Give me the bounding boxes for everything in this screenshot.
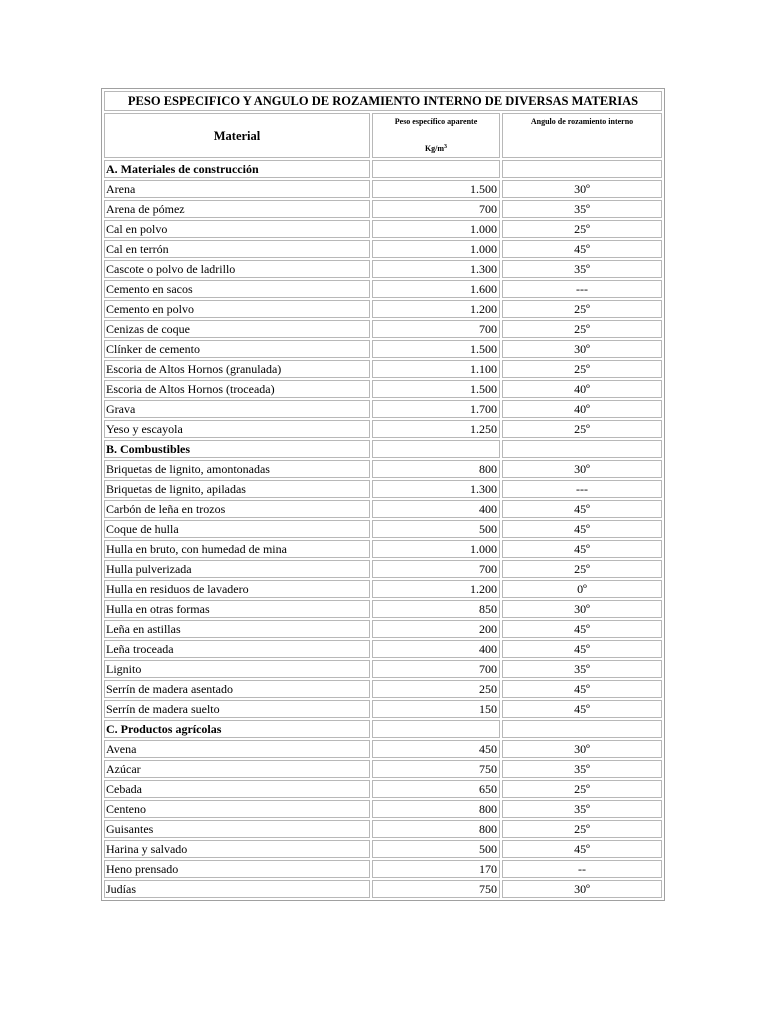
material-cell: Cal en terrón [104, 240, 370, 258]
table-row [104, 400, 662, 418]
material-cell: Escoria de Altos Hornos (granulada) [104, 360, 370, 378]
material-cell: Serrín de madera suelto [104, 700, 370, 718]
section-row [104, 160, 662, 178]
table-row [104, 680, 662, 698]
weight-cell: 500 [372, 840, 500, 858]
weight-cell: 1.000 [372, 240, 500, 258]
table-row [104, 380, 662, 398]
table-row [104, 180, 662, 198]
material-cell: Cal en polvo [104, 220, 370, 238]
material-cell: Hulla en residuos de lavadero [104, 580, 370, 598]
material-cell: Hulla en bruto, con humedad de mina [104, 540, 370, 558]
section-row [104, 720, 662, 738]
material-cell: Leña troceada [104, 640, 370, 658]
angle-cell: 25º [502, 300, 662, 318]
weight-cell: 1.700 [372, 400, 500, 418]
table-row [104, 200, 662, 218]
angle-cell: 40º [502, 380, 662, 398]
material-cell: Serrín de madera asentado [104, 680, 370, 698]
title-row [104, 91, 662, 111]
angle-cell: 25º [502, 780, 662, 798]
weight-cell: 1.200 [372, 300, 500, 318]
weight-cell: 1.000 [372, 540, 500, 558]
table-row [104, 740, 662, 758]
material-cell: Azúcar [104, 760, 370, 778]
material-cell: Coque de hulla [104, 520, 370, 538]
table-row [104, 500, 662, 518]
material-cell: Cemento en polvo [104, 300, 370, 318]
angle-cell: --- [502, 280, 662, 298]
table-row [104, 820, 662, 838]
table-row [104, 860, 662, 878]
material-header: Material [104, 113, 370, 158]
material-cell: Hulla pulverizada [104, 560, 370, 578]
material-cell: Cemento en sacos [104, 280, 370, 298]
section-title: B. Combustibles [104, 440, 370, 458]
material-cell: Briquetas de lignito, amontonadas [104, 460, 370, 478]
weight-cell: 1.000 [372, 220, 500, 238]
angle-cell: 45º [502, 540, 662, 558]
material-cell: Arena de pómez [104, 200, 370, 218]
material-cell: Briquetas de lignito, apiladas [104, 480, 370, 498]
table-row [104, 420, 662, 438]
angle-cell: 35º [502, 200, 662, 218]
weight-cell: 1.300 [372, 480, 500, 498]
table-row [104, 640, 662, 658]
materials-table [101, 88, 665, 901]
angle-cell: 30º [502, 180, 662, 198]
angle-cell: 30º [502, 740, 662, 758]
weight-cell: 400 [372, 640, 500, 658]
material-cell: Avena [104, 740, 370, 758]
weight-cell: 170 [372, 860, 500, 878]
angle-cell: 30º [502, 460, 662, 478]
table-row [104, 560, 662, 578]
table-row [104, 700, 662, 718]
material-cell: Judías [104, 880, 370, 898]
table-row [104, 620, 662, 638]
table-title: PESO ESPECIFICO Y ANGULO DE ROZAMIENTO INTERNO DE DIVERSAS MATERIAS [104, 91, 662, 111]
material-cell: Guisantes [104, 820, 370, 838]
angle-cell: 35º [502, 260, 662, 278]
table-row [104, 360, 662, 378]
angle-cell: 25º [502, 820, 662, 838]
weight-cell: 850 [372, 600, 500, 618]
table-row [104, 540, 662, 558]
angle-header: Angulo de rozamiento interno [502, 113, 662, 158]
angle-cell: 45º [502, 680, 662, 698]
angle-cell: 45º [502, 620, 662, 638]
table-row [104, 660, 662, 678]
table-row [104, 240, 662, 258]
angle-cell: 35º [502, 760, 662, 778]
weight-cell: 1.250 [372, 420, 500, 438]
angle-cell: --- [502, 480, 662, 498]
material-cell: Cascote o polvo de ladrillo [104, 260, 370, 278]
weight-cell: 250 [372, 680, 500, 698]
weight-header-label: Peso específico aparente [394, 117, 478, 126]
material-cell: Leña en astillas [104, 620, 370, 638]
table-row [104, 840, 662, 858]
weight-cell: 800 [372, 820, 500, 838]
weight-header-unit: $Kg/m^3$ [424, 144, 448, 153]
weight-cell: 1.300 [372, 260, 500, 278]
weight-cell: 1.500 [372, 180, 500, 198]
angle-cell: 25º [502, 420, 662, 438]
material-cell: Cebada [104, 780, 370, 798]
material-cell: Harina y salvado [104, 840, 370, 858]
angle-cell: 30º [502, 600, 662, 618]
weight-cell: 750 [372, 880, 500, 898]
material-cell: Lignito [104, 660, 370, 678]
table-row [104, 340, 662, 358]
angle-cell: 45º [502, 840, 662, 858]
table-row [104, 320, 662, 338]
weight-cell: 700 [372, 200, 500, 218]
table-row [104, 880, 662, 898]
table-row [104, 480, 662, 498]
table-row [104, 300, 662, 318]
weight-cell: 1.500 [372, 380, 500, 398]
section-title: C. Productos agrícolas [104, 720, 370, 738]
weight-cell: 700 [372, 320, 500, 338]
angle-cell: 40º [502, 400, 662, 418]
weight-cell: 1.600 [372, 280, 500, 298]
angle-cell: 45º [502, 700, 662, 718]
angle-cell: 25º [502, 320, 662, 338]
weight-cell: 700 [372, 560, 500, 578]
weight-cell: 150 [372, 700, 500, 718]
empty-cell [502, 440, 662, 458]
angle-cell: 25º [502, 220, 662, 238]
angle-cell: 35º [502, 660, 662, 678]
weight-cell: 750 [372, 760, 500, 778]
table-row [104, 580, 662, 598]
header-row [104, 113, 662, 158]
angle-cell: 45º [502, 500, 662, 518]
weight-header [372, 113, 500, 158]
table-body [104, 160, 662, 898]
empty-cell [372, 440, 500, 458]
table-row [104, 760, 662, 778]
angle-cell: 45º [502, 520, 662, 538]
table-row [104, 600, 662, 618]
material-cell: Arena [104, 180, 370, 198]
table-row [104, 520, 662, 538]
weight-cell: 500 [372, 520, 500, 538]
material-cell: Clínker de cemento [104, 340, 370, 358]
empty-cell [372, 160, 500, 178]
weight-cell: 800 [372, 800, 500, 818]
weight-cell: 1.500 [372, 340, 500, 358]
section-row [104, 440, 662, 458]
angle-cell: 35º [502, 800, 662, 818]
weight-cell: 200 [372, 620, 500, 638]
weight-cell: 1.200 [372, 580, 500, 598]
angle-cell: 0º [502, 580, 662, 598]
weight-cell: 1.100 [372, 360, 500, 378]
material-cell: Yeso y escayola [104, 420, 370, 438]
angle-cell: 30º [502, 880, 662, 898]
material-cell: Heno prensado [104, 860, 370, 878]
material-cell: Grava [104, 400, 370, 418]
table-row [104, 780, 662, 798]
table-row [104, 800, 662, 818]
material-cell: Hulla en otras formas [104, 600, 370, 618]
table-row [104, 220, 662, 238]
material-cell: Carbón de leña en trozos [104, 500, 370, 518]
weight-cell: 700 [372, 660, 500, 678]
section-title: A. Materiales de construcción [104, 160, 370, 178]
empty-cell [372, 720, 500, 738]
material-cell: Centeno [104, 800, 370, 818]
table-row [104, 460, 662, 478]
empty-cell [502, 160, 662, 178]
angle-cell: 45º [502, 240, 662, 258]
material-cell: Escoria de Altos Hornos (troceada) [104, 380, 370, 398]
angle-cell: 25º [502, 360, 662, 378]
weight-cell: 400 [372, 500, 500, 518]
weight-cell: 800 [372, 460, 500, 478]
angle-cell: 30º [502, 340, 662, 358]
angle-cell: 45º [502, 640, 662, 658]
weight-cell: 450 [372, 740, 500, 758]
table-row [104, 260, 662, 278]
table-row [104, 280, 662, 298]
angle-cell: 25º [502, 560, 662, 578]
material-cell: Cenizas de coque [104, 320, 370, 338]
angle-cell: -- [502, 860, 662, 878]
weight-cell: 650 [372, 780, 500, 798]
empty-cell [502, 720, 662, 738]
